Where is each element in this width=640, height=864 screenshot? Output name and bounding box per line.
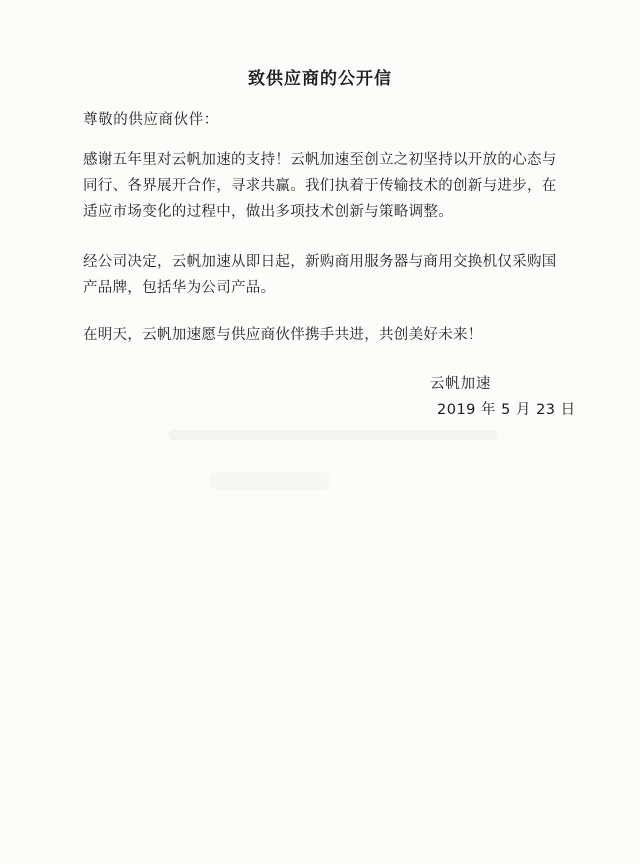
paragraph-line: 同行、各界展开合作，寻求共赢。我们执着于传输技术的创新与进步，在 (83, 178, 557, 194)
salutation: 尊敬的供应商伙伴： (83, 112, 219, 128)
paragraph-1 (83, 147, 583, 225)
letter-date: 2019 年 5 月 23 日 (437, 402, 576, 418)
signer-name: 云帆加速 (430, 376, 492, 392)
scan-artifact (210, 472, 330, 490)
letter-title: 致供应商的公开信 (248, 69, 392, 89)
paragraph-2 (83, 249, 583, 301)
paragraph-line: 在明天，云帆加速愿与供应商伙伴携手共进，共创美好未来！ (83, 327, 483, 343)
scan-artifact (168, 430, 498, 440)
paragraph-line: 产品牌，包括华为公司产品。 (83, 280, 276, 296)
paragraph-line: 经公司决定，云帆加速从即日起，新购商用服务器与商用交换机仅采购国 (83, 254, 557, 270)
paragraph-line: 感谢五年里对云帆加速的支持！云帆加速至创立之初坚持以开放的心态与 (83, 152, 557, 168)
paragraph-line: 适应市场变化的过程中，做出多项技术创新与策略调整。 (83, 204, 453, 220)
paragraph-3 (83, 322, 583, 348)
